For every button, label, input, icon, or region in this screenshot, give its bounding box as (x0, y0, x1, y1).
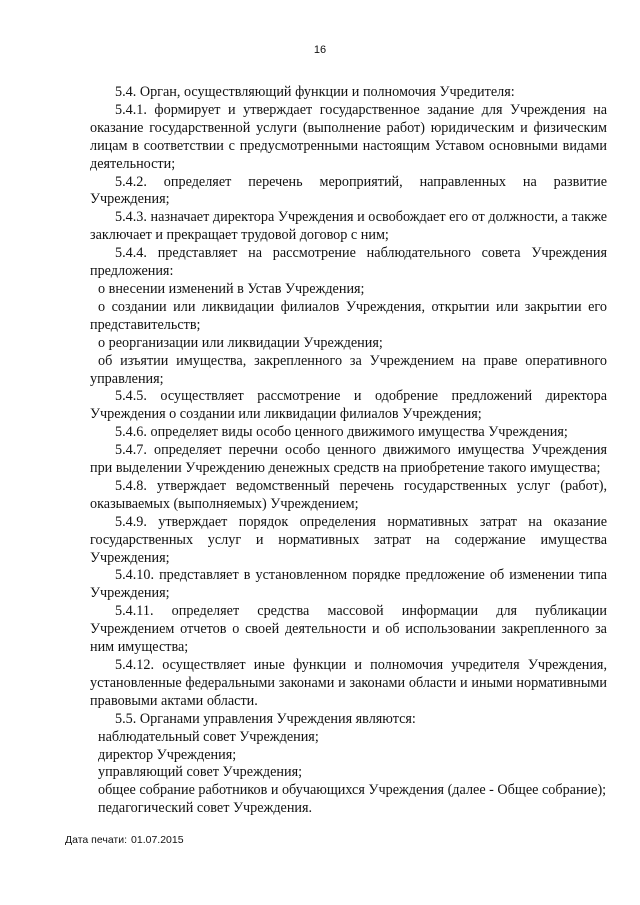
print-date-footer (65, 834, 188, 846)
paragraph: 5.4.9. утверждает порядок определения нормативных затрат на оказание государственных услуг и нормативных затрат на содержание имущества Учреждения; (90, 513, 607, 566)
paragraph: 5.4.2. определяет перечень мероприятий, направленных на развитие Учреждения; (90, 173, 607, 208)
paragraph: 5.4.12. осуществляет иные функции и полномочия учредителя Учреждения, установленные федеральными законами и законами области и иными нормативными правовыми актами области. (90, 657, 607, 709)
print-date-value: 01.07.2015 (131, 834, 184, 846)
list-item: педагогический совет Учреждения. (98, 800, 313, 817)
list-item: о реорганизации или ликвидации Учреждения; (98, 334, 383, 351)
list-item: управляющий совет Учреждения; (98, 764, 303, 781)
paragraph: 5.4.11. определяет средства массовой информации для публикации Учреждением отчетов о своей деятельности и об использовании закрепленного за ним имущества; (90, 603, 607, 656)
print-date-label: Дата печати: (65, 834, 128, 846)
paragraph: 5.4.10. представляет в установленном порядке предложение об изменении типа Учреждения; (90, 567, 607, 602)
page-number: 16 (313, 44, 327, 56)
paragraph: 5.4. Орган, осуществляющий функции и полномочия Учредителя: (115, 84, 515, 100)
paragraph: 5.4.8. утверждает ведомственный перечень государственных услуг (работ), оказываемых (выполняемых) Учреждением; (90, 477, 607, 512)
paragraph: 5.4.7. определяет перечни особо ценного движимого имущества Учреждения при выделении Учреждению денежных средств на приобретение такого имущества; (90, 442, 607, 477)
paragraph: 5.4.5. осуществляет рассмотрение и одобрение предложений директора Учреждения о создании или ликвидации филиалов Учреждения; (90, 388, 607, 423)
paragraph: 5.4.3. назначает директора Учреждения и освобождает его от должности, а также заключает и прекращает трудовой договор с ним; (90, 209, 607, 244)
paragraph: 5.4.6. определяет виды особо ценного движимого имущества Учреждения; (115, 424, 568, 441)
paragraph: 5.5. Органами управления Учреждения являются: (115, 710, 416, 727)
list-item: о создании или ликвидации филиалов Учреждения, открытии или закрытии его представительств; (90, 298, 607, 333)
list-item: общее собрание работников и обучающихся Учреждения (далее - Общее собрание); (98, 782, 607, 799)
list-item: наблюдательный совет Учреждения; (98, 728, 319, 745)
document-body (90, 84, 607, 818)
paragraph: 5.4.4. представляет на рассмотрение наблюдательного совета Учреждения предложения: (90, 245, 607, 280)
list-item: о внесении изменений в Устав Учреждения; (98, 280, 365, 297)
list-item: директор Учреждения; (98, 746, 237, 763)
list-item: об изъятии имущества, закрепленного за Учреждением на праве оперативного управления; (90, 352, 607, 387)
paragraph: 5.4.1. формирует и утверждает государственное задание для Учреждения на оказание государственной услуги (выполнение работ) юридическим и физическим лицам в соответствии с предусмотренными настоящим Уставом основными видами деятельности; (90, 101, 607, 172)
